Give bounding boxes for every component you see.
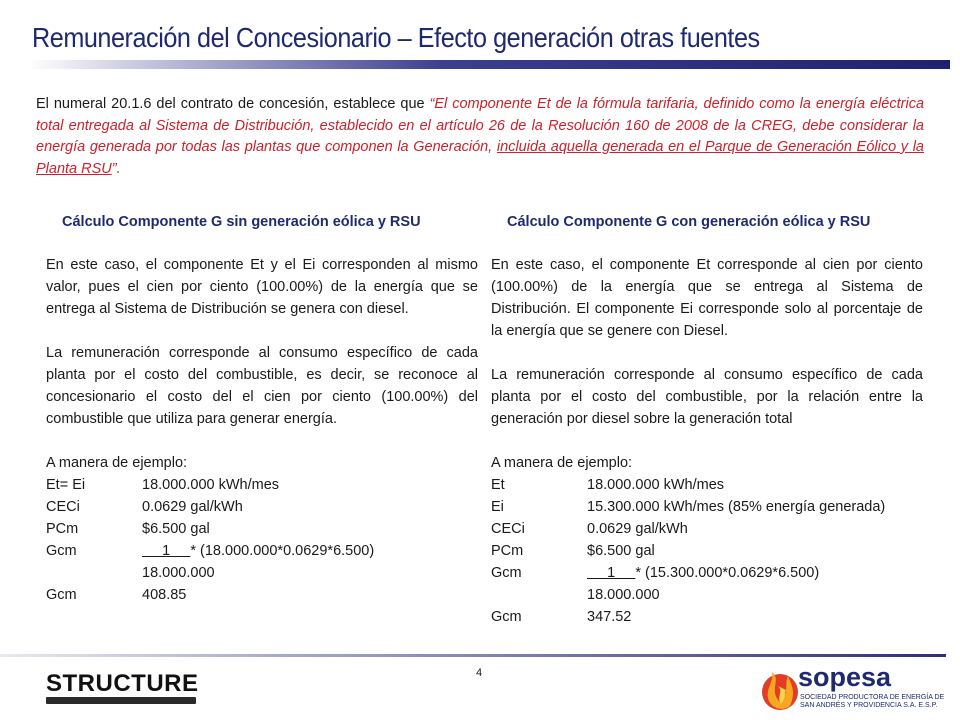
left-example-intro: A manera de ejemplo: (46, 455, 188, 471)
right-column (491, 254, 923, 628)
right-paragraph-1: En este caso, el componente Et corresponde al cien por ciento (100.00%) de la energía que se entrega al Sistema de Distribución. El componente Ei corresponde solo al porcentaje de la energía que se genere con Diesel. (491, 257, 923, 339)
intro-open-quote: “ (424, 96, 435, 112)
left-result-row: Gcm 408.85 (46, 584, 478, 606)
right-example-row: Ei 15.300.000 kWh/mes (85% energía generada) (491, 499, 886, 515)
right-formula-rest: * (15.300.000*0.0629*6.500) (635, 565, 820, 581)
left-column (46, 254, 478, 606)
left-formula-rest: * (18.000.000*0.0629*6.500) (190, 543, 375, 559)
footer-divider (0, 654, 946, 657)
structure-logo-word: STRUCTURE (46, 670, 199, 697)
intro-close-quote: ”. (111, 160, 121, 177)
left-formula-numerator: 1 (142, 543, 191, 559)
intro-quote-underlined: incluida aquella generada en el Parque de Generación Eólico y la Planta RSU (36, 139, 924, 177)
intro-paragraph (36, 94, 924, 180)
right-formula-numerator: 1 (587, 565, 636, 581)
structure-logo-strip (46, 697, 196, 704)
left-result-value: 408.85 (142, 587, 187, 603)
right-formula-row: Gcm 1 * (15.300.000*0.0629*6.500) (491, 565, 820, 581)
sopesa-logo (760, 660, 945, 716)
intro-quote: El componente Et de la fórmula tarifaria, definido como la energía eléctrica total entregada al Sistema de Distribución, establecido en el artículo 26 de la Resolución 160 de 2008 de la CREG, debe considerar la energía generada por todas las plantas que componen la Generación, (36, 96, 925, 155)
right-example-row: PCm $6.500 gal (491, 543, 655, 559)
right-result-value: 347.52 (587, 609, 632, 625)
right-formula-denominator: 18.000.000 (587, 587, 660, 603)
structure-logo (46, 672, 199, 704)
left-example-row: Et= Ei 18.000.000 kWh/mes (46, 477, 280, 493)
left-paragraph-1: En este caso, el componente Et y el Ei corresponden al mismo valor, pues el cien por ciento (100.00%) de la energía que se entrega al Sistema de Distribución se genera con diesel. (46, 257, 478, 317)
right-result-row: Gcm 347.52 (491, 606, 923, 628)
intro-prefix: El numeral 20.1.6 del contrato de concesión, establece que (36, 96, 425, 112)
sopesa-logo-word: sopesa (798, 662, 892, 692)
right-example-intro: A manera de ejemplo: (491, 455, 633, 471)
page-number: 4 (476, 667, 483, 679)
left-example-row: CECi 0.0629 gal/kWh (46, 499, 243, 515)
right-column-heading: Cálculo Componente G con generación eólica y RSU (507, 214, 871, 230)
left-formula-row: Gcm 1 * (18.000.000*0.0629*6.500) (46, 543, 375, 559)
slide-title: Remuneración del Concesionario – Efecto generación otras fuentes (32, 22, 760, 53)
title-underline-bar (28, 60, 950, 69)
sopesa-flame-icon (760, 662, 800, 716)
right-paragraph-2: La remuneración corresponde al consumo específico de cada planta por el costo del combustible, por la relación entre la generación por diesel sobre la generación total (491, 367, 923, 427)
left-formula-denominator-row (46, 562, 478, 584)
left-column-heading: Cálculo Componente G sin generación eólica y RSU (62, 214, 421, 230)
left-paragraph-2: La remuneración corresponde al consumo específico de cada planta por el costo del combustible, es decir, se reconoce al concesionario el costo del el cien por ciento (100.00%) del combustible que utiliza para generar energía. (46, 345, 478, 427)
left-example-row: PCm $6.500 gal (46, 521, 210, 537)
right-formula-denominator-row (491, 584, 923, 606)
right-example-row: CECi 0.0629 gal/kWh (491, 521, 688, 537)
left-formula-denominator: 18.000.000 (142, 565, 215, 581)
sopesa-logo-subtitle: SOCIEDAD PRODUCTORA DE ENERGÍA DE SAN ANDRÉS Y PROVIDENCIA S.A. E.S.P. (800, 694, 945, 709)
right-example-row: Et 18.000.000 kWh/mes (491, 477, 725, 493)
